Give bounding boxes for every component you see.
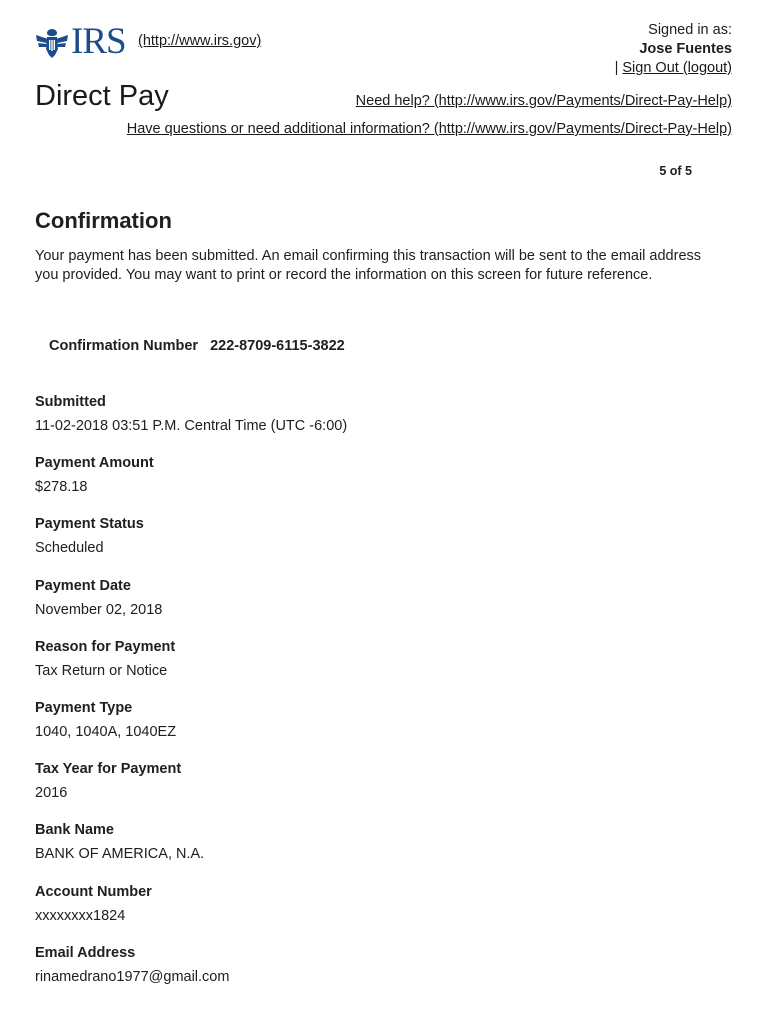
field-email-address — [35, 943, 735, 1004]
questions-link[interactable]: Have questions or need additional information? (http://www.irs.gov/Payments/Direct-Pay-Help) — [126, 121, 732, 137]
field-tax-year — [35, 759, 735, 820]
field-payment-type — [35, 698, 735, 759]
field-value: 11-02-2018 03:51 P.M. Central Time (UTC -6:00) — [35, 418, 348, 434]
field-label: Tax Year for Payment — [35, 761, 182, 778]
need-help-link[interactable]: Need help? (http://www.irs.gov/Payments/Direct-Pay-Help) — [355, 93, 732, 109]
confirmation-number-value: 222-8709-6115-3822 — [210, 338, 345, 354]
field-reason-for-payment — [35, 637, 735, 698]
field-value: BANK OF AMERICA, N.A. — [35, 846, 205, 863]
separator: | — [614, 60, 619, 76]
irs-home-link[interactable]: (http://www.irs.gov) — [138, 33, 262, 49]
step-indicator: 5 of 5 — [659, 164, 692, 178]
page-title: Confirmation — [35, 208, 172, 233]
field-value: November 02, 2018 — [35, 601, 163, 618]
irs-logo[interactable] — [35, 21, 126, 62]
eagle-icon — [35, 25, 69, 59]
field-bank-name — [35, 820, 735, 881]
confirmation-message: Your payment has been submitted. An email confirming this transaction will be sent to the email address you provided. You may want to print or record the information on this screen for future reference. — [35, 248, 702, 283]
field-label: Payment Date — [35, 577, 131, 594]
signed-in-user: Jose Fuentes — [639, 41, 732, 57]
payment-details — [35, 392, 735, 1004]
field-account-number — [35, 882, 735, 943]
field-label: Reason for Payment — [35, 638, 176, 655]
field-label: Submitted — [35, 394, 106, 410]
field-value: Scheduled — [35, 540, 104, 557]
signed-in-label: Signed in as: — [648, 22, 732, 38]
confirmation-number-label: Confirmation Number — [49, 338, 199, 354]
field-value: 1040, 1040A, 1040EZ — [35, 723, 177, 740]
field-label: Payment Amount — [35, 455, 154, 472]
field-value: $278.18 — [35, 479, 88, 496]
field-label: Bank Name — [35, 822, 114, 839]
field-payment-status — [35, 514, 735, 575]
field-label: Account Number — [35, 883, 152, 900]
field-value: Tax Return or Notice — [35, 662, 168, 679]
field-label: Payment Status — [35, 516, 144, 533]
field-value: 2016 — [35, 785, 68, 802]
field-value: rinamedrano1977@gmail.com — [35, 968, 230, 985]
field-payment-amount — [35, 453, 735, 514]
field-label: Payment Type — [35, 699, 133, 716]
field-payment-date — [35, 576, 735, 637]
app-title: Direct Pay — [35, 80, 169, 112]
sign-out-link[interactable]: Sign Out (logout) — [622, 60, 732, 76]
field-submitted — [35, 392, 735, 453]
field-label: Email Address — [35, 944, 136, 961]
sign-out-row — [615, 60, 732, 76]
field-value: xxxxxxxx1824 — [35, 907, 126, 924]
logo-wordmark: IRS — [71, 21, 126, 62]
confirmation-number — [49, 338, 345, 354]
